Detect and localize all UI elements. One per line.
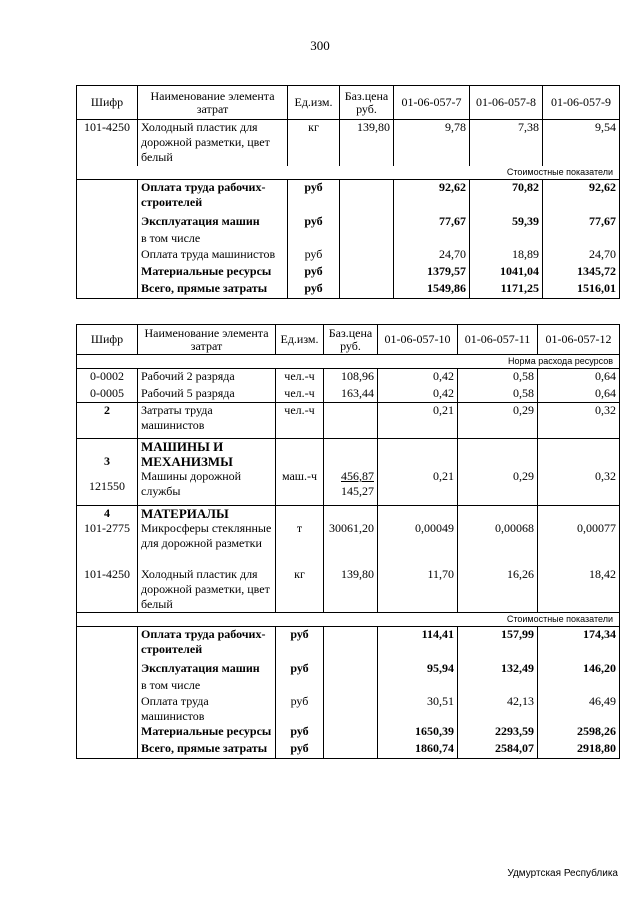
row-unit: чел.-ч — [276, 403, 324, 439]
row-name: Микросферы стеклянные для дорожной разметки — [138, 521, 276, 567]
cost-value-3: 46,49 — [538, 694, 620, 724]
group-row — [77, 439, 620, 470]
cost-name: в том числе — [138, 678, 276, 694]
table-header — [77, 325, 620, 355]
cost-value-2: 132,49 — [458, 661, 538, 678]
section-label-row — [77, 613, 620, 627]
group-row — [77, 505, 620, 521]
row-unit: кг — [288, 120, 340, 166]
row-value-3: 0,32 — [538, 403, 620, 439]
cost-name: в том числе — [138, 231, 288, 247]
table-row — [77, 469, 620, 505]
row-value-2: 16,26 — [458, 567, 538, 613]
header-name: Наименование элемента затрат — [138, 86, 288, 120]
header-col-3: 01-06-057-9 — [543, 86, 620, 120]
row-value-2: 0,29 — [458, 469, 538, 505]
row-code: 0-0005 — [77, 386, 138, 403]
header-price: Баз.цена руб. — [340, 86, 394, 120]
header-code: Шифр — [77, 86, 138, 120]
header-col-3: 01-06-057-12 — [538, 325, 620, 355]
cost-value-3: 1516,01 — [543, 281, 620, 299]
row-price: 30061,20 — [324, 521, 378, 567]
row-code: 101-4250 — [77, 120, 138, 166]
cost-unit: руб — [276, 627, 324, 661]
row-name: Затраты труда машинистов — [138, 403, 276, 439]
norm-section-label: Норма расхода ресурсов — [378, 355, 620, 369]
row-value-3: 0,64 — [538, 369, 620, 386]
cost-row — [77, 231, 620, 247]
row-unit: чел.-ч — [276, 369, 324, 386]
cost-row — [77, 180, 620, 214]
row-value-1: 9,78 — [394, 120, 470, 166]
row-value-2: 0,00068 — [458, 521, 538, 567]
row-value-3: 0,64 — [538, 386, 620, 403]
cost-name: Оплата труда машинистов — [138, 694, 276, 724]
row-value-2: 7,38 — [470, 120, 543, 166]
cost-value-2: 2293,59 — [458, 724, 538, 741]
cost-value-3: 24,70 — [543, 247, 620, 264]
cost-unit: руб — [276, 724, 324, 741]
header-col-1: 01-06-057-10 — [378, 325, 458, 355]
cost-row-total — [77, 741, 620, 759]
row-value-2: 0,58 — [458, 386, 538, 403]
row-name: Рабочий 2 разряда — [138, 369, 276, 386]
row-value-1: 0,21 — [378, 469, 458, 505]
cost-value-2: 42,13 — [458, 694, 538, 724]
row-value-3: 0,00077 — [538, 521, 620, 567]
cost-value-1: 77,67 — [394, 214, 470, 231]
cost-value-3: 2918,80 — [538, 741, 620, 759]
group-name: МАТЕРИАЛЫ — [138, 505, 276, 521]
cost-value-2: 1041,04 — [470, 264, 543, 281]
cost-row — [77, 678, 620, 694]
row-price: 163,44 — [324, 386, 378, 403]
header-col-2: 01-06-057-8 — [470, 86, 543, 120]
group-name: МАШИНЫ И МЕХАНИЗМЫ — [138, 439, 276, 470]
row-value-2: 0,29 — [458, 403, 538, 439]
row-price-secondary: 145,27 — [341, 484, 374, 498]
cost-unit: руб — [276, 694, 324, 724]
cost-value-3: 92,62 — [543, 180, 620, 214]
cost-row — [77, 247, 620, 264]
header-price: Баз.цена руб. — [324, 325, 378, 355]
cost-unit: руб — [288, 180, 340, 214]
cost-row — [77, 661, 620, 678]
resource-table-1 — [76, 85, 620, 299]
cost-value-2: 59,39 — [470, 214, 543, 231]
cost-value-1: 1379,57 — [394, 264, 470, 281]
table-row — [77, 521, 620, 567]
row-unit: т — [276, 521, 324, 567]
cost-value-2: 1171,25 — [470, 281, 543, 299]
cost-unit: руб — [288, 264, 340, 281]
table-row — [77, 120, 620, 166]
cost-name: Оплата труда рабочих-строителей — [138, 627, 276, 661]
cost-unit: руб — [276, 741, 324, 759]
header-name: Наименование элемента затрат — [138, 325, 276, 355]
cost-value-3: 146,20 — [538, 661, 620, 678]
row-value-1: 11,70 — [378, 567, 458, 613]
cost-value-1: 1860,74 — [378, 741, 458, 759]
cost-row-total — [77, 281, 620, 299]
row-value-1: 0,00049 — [378, 521, 458, 567]
cost-unit: руб — [288, 247, 340, 264]
cost-unit: руб — [276, 661, 324, 678]
cost-name: Всего, прямые затраты — [138, 281, 288, 299]
cost-value-2: 157,99 — [458, 627, 538, 661]
cost-name: Оплата труда рабочих-строителей — [138, 180, 288, 214]
cost-value-3: 174,34 — [538, 627, 620, 661]
cost-section-label: Стоимостные показатели — [394, 166, 620, 180]
row-price: 108,96 — [324, 369, 378, 386]
header-code: Шифр — [77, 325, 138, 355]
cost-name: Всего, прямые затраты — [138, 741, 276, 759]
row-price: 139,80 — [340, 120, 394, 166]
row-code: 2 — [77, 403, 138, 439]
header-col-2: 01-06-057-11 — [458, 325, 538, 355]
cost-unit: руб — [288, 281, 340, 299]
cost-value-2: 70,82 — [470, 180, 543, 214]
table-row — [77, 403, 620, 439]
cost-value-1: 24,70 — [394, 247, 470, 264]
cost-value-2: 2584,07 — [458, 741, 538, 759]
row-name: Холодный пластик для дорожной разметки, цвет белый — [138, 567, 276, 613]
row-value-3: 9,54 — [543, 120, 620, 166]
cost-name: Оплата труда машинистов — [138, 247, 288, 264]
header-unit: Ед.изм. — [288, 86, 340, 120]
region-footer: Удмуртская Республика — [507, 868, 618, 879]
cost-value-2: 18,89 — [470, 247, 543, 264]
group-code: 4 — [77, 505, 138, 521]
page-number: 300 — [310, 38, 330, 53]
row-name: Холодный пластик для дорожной разметки, цвет белый — [138, 120, 288, 166]
table-row — [77, 386, 620, 403]
row-value-2: 0,58 — [458, 369, 538, 386]
row-value-3: 18,42 — [538, 567, 620, 613]
cost-section-label: Стоимостные показатели — [378, 613, 620, 627]
cost-value-3: 2598,26 — [538, 724, 620, 741]
row-unit: кг — [276, 567, 324, 613]
cost-row — [77, 694, 620, 724]
cost-name: Эксплуатация машин — [138, 214, 288, 231]
group-code: 3 — [77, 439, 138, 470]
row-unit: маш.-ч — [276, 469, 324, 505]
row-price: 456,87 — [341, 469, 374, 483]
row-value-1: 0,21 — [378, 403, 458, 439]
resource-table-2 — [76, 324, 620, 759]
row-name: Машины дорожной службы — [138, 469, 276, 505]
row-value-1: 0,42 — [378, 386, 458, 403]
row-value-3: 0,32 — [538, 469, 620, 505]
cost-row — [77, 627, 620, 661]
row-code: 101-4250 — [77, 567, 138, 613]
cost-value-1: 92,62 — [394, 180, 470, 214]
row-value-1: 0,42 — [378, 369, 458, 386]
cost-value-1: 30,51 — [378, 694, 458, 724]
header-col-1: 01-06-057-7 — [394, 86, 470, 120]
cost-value-3: 77,67 — [543, 214, 620, 231]
row-code: 121550 — [77, 469, 138, 505]
cost-row — [77, 214, 620, 231]
cost-value-1: 1650,39 — [378, 724, 458, 741]
section-label-row — [77, 355, 620, 369]
cost-value-1: 114,41 — [378, 627, 458, 661]
cost-value-3: 1345,72 — [543, 264, 620, 281]
cost-value-1: 1549,86 — [394, 281, 470, 299]
cost-name: Эксплуатация машин — [138, 661, 276, 678]
cost-row — [77, 264, 620, 281]
cost-name: Материальные ресурсы — [138, 264, 288, 281]
row-name: Рабочий 5 разряда — [138, 386, 276, 403]
table-row — [77, 567, 620, 613]
row-unit: чел.-ч — [276, 386, 324, 403]
cost-value-1: 95,94 — [378, 661, 458, 678]
header-unit: Ед.изм. — [276, 325, 324, 355]
table-row — [77, 369, 620, 386]
cost-unit: руб — [288, 214, 340, 231]
row-code: 101-2775 — [77, 521, 138, 567]
table-header — [77, 86, 620, 120]
cost-row — [77, 724, 620, 741]
cost-name: Материальные ресурсы — [138, 724, 276, 741]
row-code: 0-0002 — [77, 369, 138, 386]
section-label-row — [77, 166, 620, 180]
row-price: 139,80 — [324, 567, 378, 613]
